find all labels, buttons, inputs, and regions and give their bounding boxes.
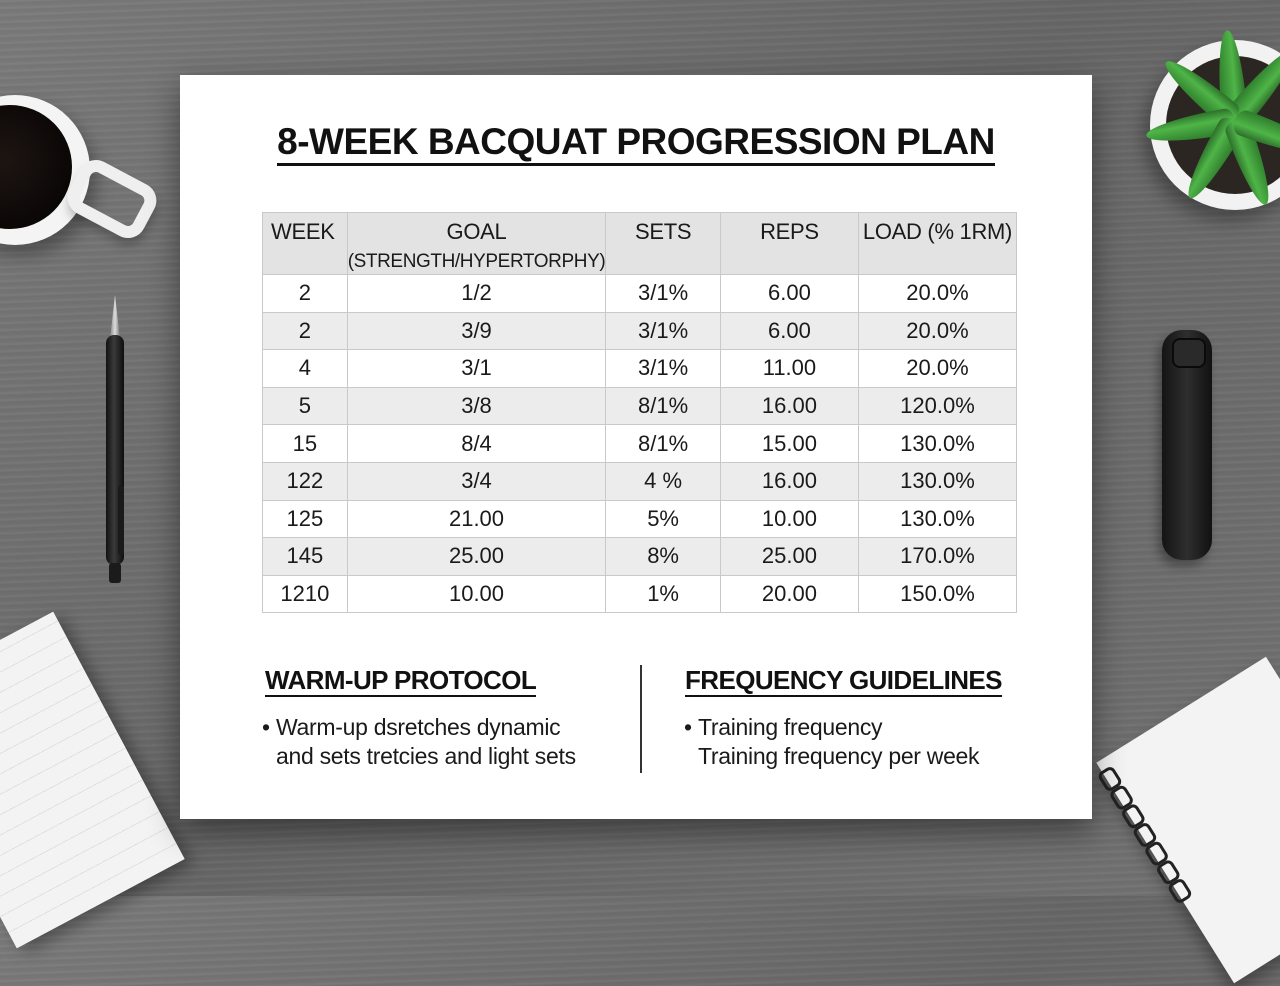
document-title-text: 8-WEEK BACQUAT PROGRESSION PLAN: [277, 121, 995, 166]
table-row: [263, 538, 1017, 576]
cell-sets: 4 %: [606, 462, 721, 500]
cell-week: 2: [263, 312, 348, 350]
cell-sets: 5%: [606, 500, 721, 538]
cell-week: 145: [263, 538, 348, 576]
header-sets: SETS: [606, 213, 721, 275]
header-reps: REPS: [720, 213, 858, 275]
table-row: [263, 387, 1017, 425]
notebook-right: [1096, 657, 1280, 983]
cell-reps: 6.00: [720, 275, 858, 313]
header-goal-label: GOAL: [446, 219, 507, 244]
warmup-bullet-line-2: and sets tretcies and light sets: [276, 743, 576, 769]
cell-sets: 3/1%: [606, 275, 721, 313]
cell-goal: 1/2: [347, 275, 606, 313]
cell-load: 130.0%: [858, 462, 1016, 500]
cell-sets: 8/1%: [606, 425, 721, 463]
cell-week: 4: [263, 350, 348, 388]
cell-load: 120.0%: [858, 387, 1016, 425]
cell-load: 130.0%: [858, 425, 1016, 463]
cell-reps: 11.00: [720, 350, 858, 388]
document-title: [180, 121, 1092, 163]
plant-pot: [1150, 40, 1280, 210]
cell-load: 20.0%: [858, 312, 1016, 350]
cell-sets: 3/1%: [606, 312, 721, 350]
cell-goal: 3/9: [347, 312, 606, 350]
frequency-heading-text: FREQUENCY GUIDELINES: [685, 665, 1002, 695]
cell-week: 15: [263, 425, 348, 463]
cell-goal: 10.00: [347, 575, 606, 613]
coffee: [0, 105, 72, 229]
cell-reps: 20.00: [720, 575, 858, 613]
frequency-heading: [685, 665, 1002, 696]
header-week: WEEK: [263, 213, 348, 275]
cell-load: 20.0%: [858, 350, 1016, 388]
table-row: [263, 312, 1017, 350]
warmup-bullet-line-1: Warm-up dsretches dynamic: [276, 714, 561, 740]
table-row: [263, 462, 1017, 500]
pen-tip: [110, 295, 120, 339]
warmup-bullet: [262, 713, 576, 771]
cell-reps: 10.00: [720, 500, 858, 538]
cell-load: 170.0%: [858, 538, 1016, 576]
table-row: [263, 500, 1017, 538]
document-page: [180, 75, 1092, 819]
cell-goal: 8/4: [347, 425, 606, 463]
warmup-heading-text: WARM-UP PROTOCOL: [265, 665, 537, 695]
cell-reps: 15.00: [720, 425, 858, 463]
bullet-glyph: •: [262, 714, 270, 740]
pen-clip: [118, 485, 124, 555]
header-goal-sublabel: (STRENGTH/HYPERTORPHY): [347, 251, 606, 272]
frequency-bullet-line-1: Training frequency: [698, 714, 883, 740]
cell-week: 125: [263, 500, 348, 538]
table-row: [263, 275, 1017, 313]
cell-load: 150.0%: [858, 575, 1016, 613]
table-row: [263, 575, 1017, 613]
table-header-row: [263, 213, 1017, 275]
header-goal: [347, 213, 606, 275]
cell-sets: 3/1%: [606, 350, 721, 388]
header-load: LOAD (% 1RM): [858, 213, 1016, 275]
bullet-glyph: •: [684, 714, 692, 740]
cell-week: 5: [263, 387, 348, 425]
fitness-band: [1162, 330, 1212, 560]
frequency-bullet: [684, 713, 980, 771]
cell-week: 2: [263, 275, 348, 313]
cell-reps: 16.00: [720, 462, 858, 500]
cell-week: 122: [263, 462, 348, 500]
cell-goal: 3/1: [347, 350, 606, 388]
warmup-heading: [265, 665, 536, 696]
section-divider: [640, 665, 642, 773]
cell-reps: 16.00: [720, 387, 858, 425]
cell-goal: 3/8: [347, 387, 606, 425]
frequency-bullet-line-2: Training frequency per week: [698, 743, 980, 769]
cell-sets: 8%: [606, 538, 721, 576]
cell-reps: 6.00: [720, 312, 858, 350]
progression-table: [262, 212, 1017, 613]
cell-goal: 21.00: [347, 500, 606, 538]
coffee-mug: [0, 95, 90, 245]
cell-reps: 25.00: [720, 538, 858, 576]
cell-load: 20.0%: [858, 275, 1016, 313]
cell-goal: 25.00: [347, 538, 606, 576]
table-row: [263, 425, 1017, 463]
cell-goal: 3/4: [347, 462, 606, 500]
cell-sets: 8/1%: [606, 387, 721, 425]
table-row: [263, 350, 1017, 388]
pen-end: [109, 563, 121, 583]
cell-week: 1210: [263, 575, 348, 613]
pen: [104, 295, 126, 585]
cell-sets: 1%: [606, 575, 721, 613]
cell-load: 130.0%: [858, 500, 1016, 538]
notebook-left: [0, 612, 185, 948]
